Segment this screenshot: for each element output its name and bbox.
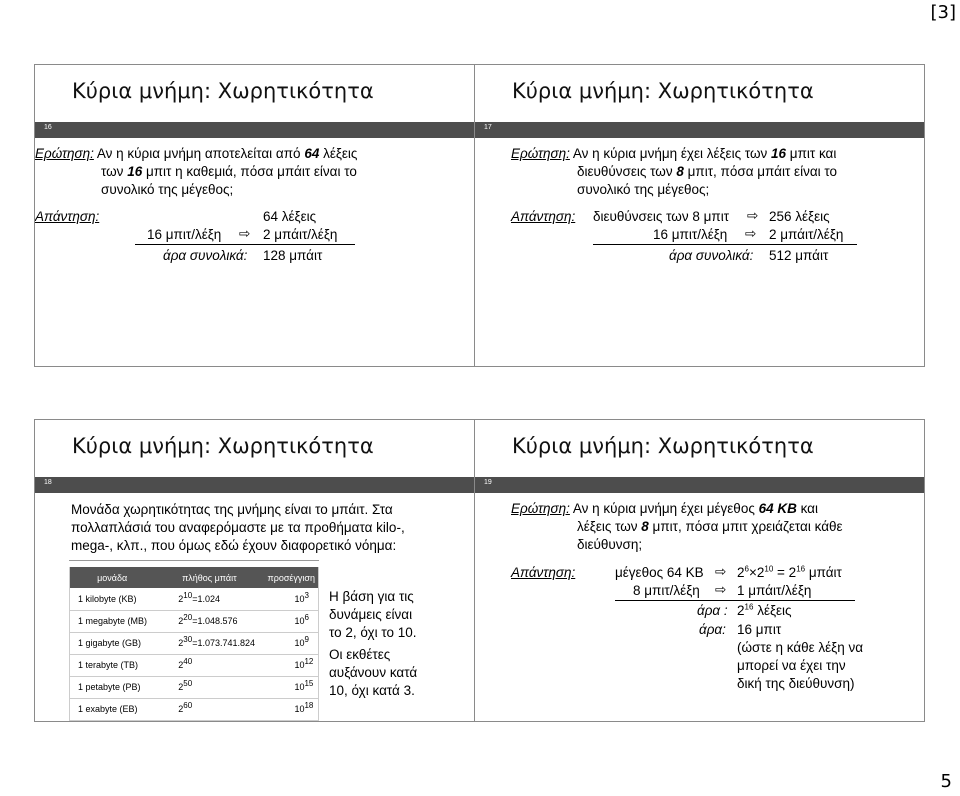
answer-row-1: 64 λέξεις <box>263 209 317 224</box>
question <box>35 145 357 163</box>
question-text: μπιτ, πόσα μπιτ χρειάζεται κάθε <box>648 519 843 534</box>
answer-note-2: μπορεί να έχει την <box>737 658 846 673</box>
unit-cell: 1 gigabyte (GB) <box>70 632 155 654</box>
slide-18 <box>34 419 485 722</box>
question-line-3: διεύθυνση; <box>577 537 643 552</box>
slide-title: Κύρια μνήμη: Χωρητικότητα <box>72 79 374 103</box>
question-line-2 <box>577 518 843 536</box>
slide-number: 17 <box>484 124 492 131</box>
slide-number-bar <box>35 122 484 138</box>
approx-cell: $10^{18}$ <box>264 698 318 720</box>
bytes-cell: $2^{20}=1.048.576$ <box>154 610 264 632</box>
arrow-icon: ⇨ <box>745 226 757 241</box>
table-row <box>70 698 319 720</box>
answer-row-1-left: διευθύνσεις των 8 μπιτ <box>593 209 730 224</box>
question-emph: 16 <box>127 164 143 179</box>
divider <box>69 560 319 561</box>
paragraph-line-1: Μονάδα χωρητικότητας της μνήμης είναι το μπάιτ. Στα <box>71 502 393 517</box>
note-1-line-2: δυνάμεις είναι <box>329 607 413 622</box>
slide-17 <box>474 64 925 367</box>
question-text: Αν η κύρια μνήμη έχει λέξεις των <box>572 146 772 161</box>
slide-19 <box>474 419 925 722</box>
bytes-cell: $2^{10}=1.024$ <box>154 588 264 610</box>
slide-16 <box>34 64 485 367</box>
answer-label: Απάντηση: <box>511 565 576 580</box>
answer-row-3-right: 128 μπάιτ <box>263 248 323 263</box>
paragraph-line-2: πολλαπλάσιά του αναφερόμαστε με τα προθήματα kilo-, <box>71 520 405 535</box>
bytes-cell: $2^{30}=1.073.741.824$ <box>154 632 264 654</box>
question-text: Αν η κύρια μνήμη έχει μέγεθος <box>572 501 759 516</box>
table-row <box>70 676 319 698</box>
answer-row-1-right: $2^6\times 2^{10} = 2^{16}$ μπάιτ <box>737 564 842 580</box>
bytes-cell: $2^{50}$ <box>154 676 264 698</box>
answer-row-2-left: 8 μπιτ/λέξη <box>633 583 700 598</box>
question-label: Ερώτηση: <box>511 146 570 161</box>
slide-number: 18 <box>44 479 52 486</box>
slide-title: Κύρια μνήμη: Χωρητικότητα <box>512 434 814 458</box>
slide-number-bar <box>475 122 924 138</box>
answer-row-4-left: άρα: <box>699 622 726 637</box>
question-emph: 64 KB <box>758 501 797 516</box>
question-line-2 <box>101 163 357 181</box>
answer-row-2-left: 16 μπιτ/λέξη <box>653 227 728 242</box>
slide-number: 16 <box>44 124 52 131</box>
unit-cell: 1 kilobyte (KB) <box>70 588 155 610</box>
unit-cell: 1 megabyte (MB) <box>70 610 155 632</box>
question <box>511 500 818 518</box>
approx-cell: $10^6$ <box>264 610 318 632</box>
slide-title: Κύρια μνήμη: Χωρητικότητα <box>72 434 374 458</box>
question-text: μπιτ και <box>786 146 837 161</box>
answer-row-3-left: άρα : <box>697 603 728 618</box>
question-label: Ερώτηση: <box>35 146 94 161</box>
arrow-icon: ⇨ <box>239 226 251 241</box>
slide-title: Κύρια μνήμη: Χωρητικότητα <box>512 79 814 103</box>
question-line-3: συνολικό της μέγεθος; <box>101 182 234 197</box>
question-text: των <box>101 164 128 179</box>
table-body <box>70 588 319 720</box>
note-1-line-1: Η βάση για τις <box>329 589 414 604</box>
bytes-cell: $2^{60}$ <box>154 698 264 720</box>
question-text: Αν η κύρια μνήμη αποτελείται από <box>96 146 305 161</box>
arrow-icon: ⇨ <box>715 582 727 597</box>
answer-row-3-left: άρα συνολικά: <box>669 248 754 263</box>
table-header: μονάδα <box>70 567 155 588</box>
unit-cell: 1 petabyte (PB) <box>70 676 155 698</box>
question-text: λέξεις των <box>577 519 642 534</box>
answer-row-2-right: 2 μπάιτ/λέξη <box>263 227 338 242</box>
question <box>511 145 836 163</box>
note-2-line-1: Οι εκθέτες <box>329 647 391 662</box>
table-row <box>70 632 319 654</box>
units-table <box>69 567 319 721</box>
table-row <box>70 610 319 632</box>
page-number-bottom: 5 <box>940 771 952 792</box>
table-row <box>70 654 319 676</box>
slide-number-bar <box>475 477 924 493</box>
divider <box>615 600 855 601</box>
approx-cell: $10^{15}$ <box>264 676 318 698</box>
answer-note-1: (ώστε η κάθε λέξη να <box>737 640 864 655</box>
answer-label: Απάντηση: <box>511 209 576 224</box>
question-emph: 16 <box>771 146 787 161</box>
slide-number-bar <box>35 477 484 493</box>
answer-row-3-right: $2^{16}$ λέξεις <box>737 602 792 618</box>
question-emph: 8 <box>676 164 684 179</box>
arrow-icon: ⇨ <box>747 208 759 223</box>
question-label: Ερώτηση: <box>511 501 570 516</box>
answer-row-3-left: άρα συνολικά: <box>163 248 248 263</box>
page-number-top: [3] <box>930 2 956 23</box>
answer-row-1-right: 256 λέξεις <box>769 209 830 224</box>
question-line-2 <box>577 163 837 181</box>
approx-cell: $10^9$ <box>264 632 318 654</box>
table-header: προσέγγιση <box>264 567 318 588</box>
answer-row-1-left: μέγεθος 64 KB <box>615 565 704 580</box>
arrow-icon: ⇨ <box>715 564 727 579</box>
question-text: μπιτ, πόσα μπάιτ είναι το <box>683 164 838 179</box>
paragraph-line-3: mega-, κλπ., που όμως εδώ έχουν διαφορετικό νόημα: <box>71 538 397 553</box>
question-line-3: συνολικό της μέγεθος; <box>577 182 710 197</box>
note-2-line-3: 10, όχι κατά 3. <box>329 683 415 698</box>
question-text: λέξεις <box>319 146 358 161</box>
bytes-cell: $2^{40}$ <box>154 654 264 676</box>
answer-row-2-right: 2 μπάιτ/λέξη <box>769 227 844 242</box>
answer-row-2-left: 16 μπιτ/λέξη <box>147 227 222 242</box>
slide-number: 19 <box>484 479 492 486</box>
table-header-row <box>70 567 319 588</box>
unit-cell: 1 terabyte (TB) <box>70 654 155 676</box>
divider <box>593 244 857 245</box>
answer-note-3: δική της διεύθυνση) <box>737 676 855 691</box>
answer-words: λέξεις <box>757 603 792 618</box>
question-emph: 64 <box>304 146 320 161</box>
answer-label: Απάντηση: <box>35 209 100 224</box>
table-header: πλήθος μπάιτ <box>154 567 264 588</box>
answer-row-4-right: 16 μπιτ <box>737 622 782 637</box>
note-1-line-3: το 2, όχι το 10. <box>329 625 417 640</box>
unit-cell: 1 exabyte (EB) <box>70 698 155 720</box>
divider <box>135 244 355 245</box>
note-2-line-2: αυξάνουν κατά <box>329 665 418 680</box>
approx-cell: $10^{12}$ <box>264 654 318 676</box>
question-text: διευθύνσεις των <box>577 164 677 179</box>
question-text: και <box>796 501 818 516</box>
answer-row-3-right: 512 μπάιτ <box>769 248 829 263</box>
question-emph: 8 <box>641 519 649 534</box>
question-text: μπιτ η καθεμιά, πόσα μπάιτ είναι το <box>142 164 357 179</box>
table-row <box>70 588 319 610</box>
answer-row-2-right: 1 μπάιτ/λέξη <box>737 583 812 598</box>
approx-cell: $10^3$ <box>264 588 318 610</box>
